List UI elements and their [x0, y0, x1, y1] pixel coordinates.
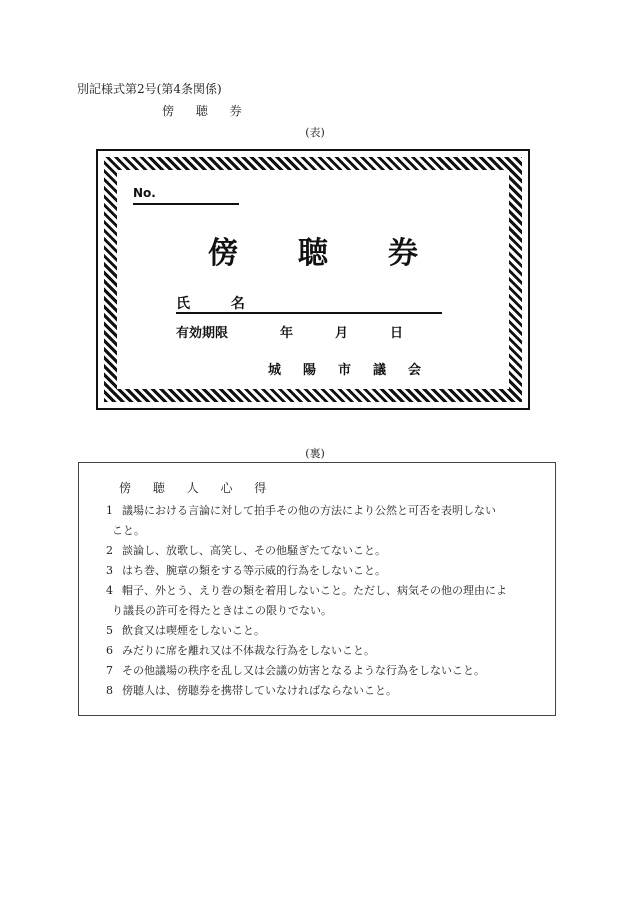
rule-item	[106, 661, 546, 681]
rule-text: 飲食又は喫煙をしないこと。	[122, 624, 265, 637]
date-month: 月	[335, 326, 349, 341]
ticket-title-char-2: 聴	[298, 236, 330, 271]
valid-until-label: 有効期限	[176, 326, 229, 341]
rules-box	[78, 462, 556, 716]
rule-number: 7	[106, 664, 113, 677]
back-side-label: (裏)	[305, 447, 325, 460]
ticket-number-label: No.	[133, 186, 156, 200]
ticket-inner-area	[123, 176, 503, 383]
rule-number: 8	[106, 684, 113, 697]
rule-number: 2	[106, 544, 113, 557]
rule-text: はち巻、腕章の類をする等示威的行為をしないこと。	[122, 564, 386, 577]
rule-text: 傍聴人は、傍聴券を携帯していなければならないこと。	[122, 684, 397, 697]
rule-number: 6	[106, 644, 113, 657]
rule-number: 1	[106, 504, 113, 517]
rule-text: 談論し、放歌し、高笑し、その他騒ぎたてないこと。	[122, 544, 386, 557]
rule-item	[106, 641, 546, 661]
rule-item	[106, 581, 546, 621]
name-label: 氏 名	[176, 296, 263, 312]
rule-item	[106, 681, 546, 701]
date-year: 年	[280, 326, 294, 341]
rule-item	[106, 541, 546, 561]
form-reference: 別記様式第2号(第4条関係)	[77, 82, 222, 96]
ticket-number-underline	[133, 203, 239, 205]
rule-number: 3	[106, 564, 113, 577]
rule-text: 帽子、外とう、えり巻の類を着用しないこと。ただし、病気その他の理由によ	[122, 584, 507, 597]
rule-number: 5	[106, 624, 113, 637]
rule-item	[106, 621, 546, 641]
ticket-title	[208, 228, 420, 272]
name-underline	[176, 312, 442, 314]
date-day: 日	[390, 326, 404, 341]
rule-text: みだりに席を離れ又は不体裁な行為をしないこと。	[122, 644, 375, 657]
document-title: 傍 聴 券	[162, 104, 251, 118]
rule-text: 議場における言論に対して拍手その他の方法により公然と可否を表明しない	[122, 504, 496, 517]
rule-item	[106, 561, 546, 581]
valid-until-date	[280, 322, 445, 341]
front-side-label: (表)	[305, 126, 325, 139]
rule-text-cont: こと。	[112, 524, 145, 537]
rule-number: 4	[106, 584, 113, 597]
rule-text: その他議場の秩序を乱し又は会議の妨害となるような行為をしないこと。	[122, 664, 485, 677]
ticket-title-char-3: 券	[388, 236, 420, 271]
rule-text-cont: り議長の許可を得たときはこの限りでない。	[112, 604, 332, 617]
ticket-title-char-1: 傍	[208, 236, 240, 271]
issuer-name: 城陽市議会	[268, 363, 444, 378]
rules-title: 傍 聴 人 心 得	[119, 481, 276, 495]
rule-item	[106, 501, 546, 541]
